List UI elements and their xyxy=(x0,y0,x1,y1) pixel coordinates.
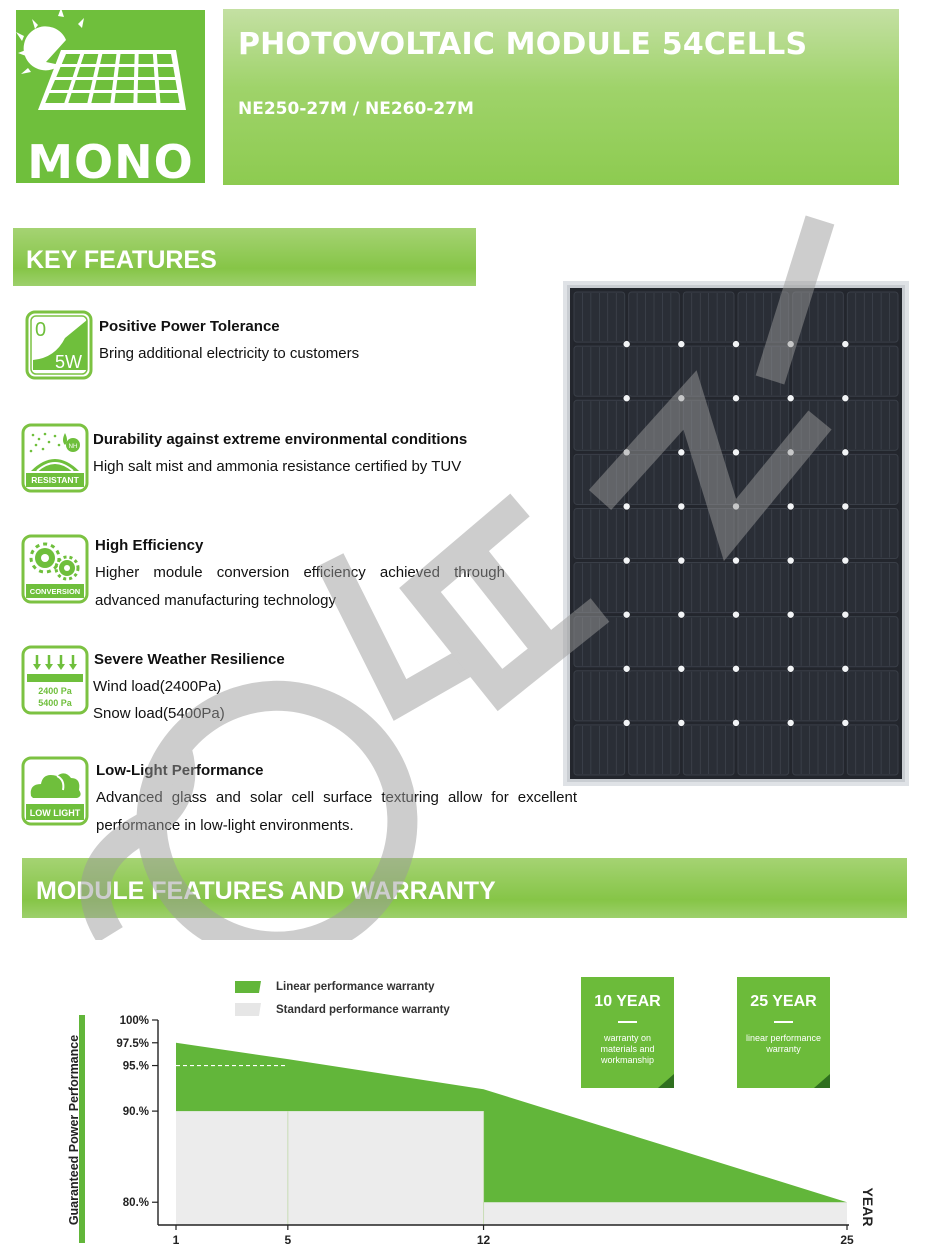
cell-junction xyxy=(623,503,629,509)
cell-junction xyxy=(787,666,793,672)
cell-junction xyxy=(842,611,848,617)
cell-junction xyxy=(733,611,739,617)
cell-junction xyxy=(787,503,793,509)
x-tick-label: 5 xyxy=(284,1233,292,1247)
cell-junction xyxy=(787,395,793,401)
cell-junction xyxy=(842,395,848,401)
y-tick-label: 80.% xyxy=(122,1197,149,1210)
badge-corner xyxy=(658,1074,674,1088)
low-light-icon xyxy=(21,756,89,826)
logo-cell xyxy=(97,67,115,77)
cell-junction xyxy=(678,557,684,563)
cell-junction xyxy=(678,395,684,401)
feature-desc-line: Advanced glass and solar cell surface texturing allow for excellent xyxy=(96,789,577,806)
cell-junction xyxy=(842,449,848,455)
y-tick-label: 90.% xyxy=(122,1106,149,1119)
icon-text: RESISTANT xyxy=(31,475,79,485)
cell-junction xyxy=(842,557,848,563)
warranty-badge-25-year xyxy=(737,977,830,1088)
cell-junction xyxy=(842,503,848,509)
logo-cell xyxy=(91,93,111,103)
cell-junction xyxy=(842,666,848,672)
badge-divider xyxy=(774,1021,793,1023)
legend-swatch-linear xyxy=(235,981,261,993)
icon-text: 5W xyxy=(55,352,82,372)
chart-legend xyxy=(235,981,450,1016)
logo-cell xyxy=(158,67,175,77)
feature-desc: Bring additional electricity to customers xyxy=(99,345,360,362)
legend-swatch-standard xyxy=(235,1003,261,1016)
cell-junction xyxy=(623,395,629,401)
key-features-banner xyxy=(13,228,476,286)
cell-junction xyxy=(623,449,629,455)
cell-junction xyxy=(733,449,739,455)
feature-desc-line: Higher module conversion efficiency achieved through xyxy=(95,564,505,581)
icon-text: CONVERSION xyxy=(29,587,81,596)
legend-label: Linear performance warranty xyxy=(276,981,435,993)
x-tick-label: 25 xyxy=(840,1233,854,1247)
logo-cell xyxy=(73,80,93,90)
power-tolerance-icon xyxy=(25,310,93,380)
feature-desc-line: advanced manufacturing technology xyxy=(95,592,336,609)
feature-desc xyxy=(95,559,505,615)
cell-junction xyxy=(787,557,793,563)
solar-panel-image xyxy=(563,281,909,786)
logo-cell xyxy=(118,67,135,77)
y-tick-label: 97.5% xyxy=(116,1037,149,1050)
cell-junction xyxy=(623,557,629,563)
pressure-load-icon xyxy=(21,645,89,715)
cell-junction xyxy=(842,341,848,347)
badge-heading: 10 YEAR xyxy=(594,993,661,1010)
page-title: PHOTOVOLTAIC MODULE 54CELLS xyxy=(238,27,808,62)
cell-junction xyxy=(787,611,793,617)
cell-junction xyxy=(787,341,793,347)
badge-text: warranty on materials and workmanship xyxy=(600,1033,655,1065)
logo-cell xyxy=(137,93,156,103)
cell-junction xyxy=(623,666,629,672)
section-heading: KEY FEATURES xyxy=(26,246,217,274)
feature-desc-line: Snow load(5400Pa) xyxy=(93,705,225,722)
cell-junction xyxy=(678,666,684,672)
cell-junction xyxy=(733,341,739,347)
mono-logo xyxy=(16,10,205,189)
legend-label: Standard performance warranty xyxy=(276,1004,450,1016)
cell-junction xyxy=(733,666,739,672)
icon-text: 5400 Pa xyxy=(38,698,72,708)
cell-junction xyxy=(623,341,629,347)
logo-cell xyxy=(157,54,173,64)
y-axis-label: Guaranteed Power Performance xyxy=(67,1034,81,1226)
resistant-icon xyxy=(21,423,89,493)
feature-title: Low-Light Performance xyxy=(96,762,264,779)
feature-desc: High salt mist and ammonia resistance certified by TUV xyxy=(93,458,462,475)
logo-cell xyxy=(119,54,134,64)
feature-title: Positive Power Tolerance xyxy=(99,318,280,335)
feature-title: Severe Weather Resilience xyxy=(94,651,285,668)
badge-heading: 25 YEAR xyxy=(750,993,817,1010)
section-heading: MODULE FEATURES AND WARRANTY xyxy=(36,877,496,905)
x-tick-label: 12 xyxy=(476,1233,491,1247)
cell-junction xyxy=(623,720,629,726)
badge-corner xyxy=(814,1074,830,1088)
cell-junction xyxy=(678,503,684,509)
feature-title: High Efficiency xyxy=(95,537,204,554)
cell-junction xyxy=(733,395,739,401)
feature-title: Durability against extreme environmental conditions xyxy=(93,431,468,448)
warranty-chart xyxy=(0,940,935,1252)
logo-cell xyxy=(116,80,134,90)
cell-junction xyxy=(787,449,793,455)
sun-panel-icon xyxy=(16,10,205,140)
logo-text: MONO xyxy=(27,135,194,189)
logo-cell xyxy=(100,54,116,64)
conversion-icon xyxy=(21,534,89,604)
feature-desc xyxy=(96,784,577,840)
logo-cell xyxy=(68,93,89,103)
cell-junction xyxy=(842,720,848,726)
module-features-banner xyxy=(22,858,907,918)
y-tick-label: 100% xyxy=(119,1015,149,1027)
cell-junction xyxy=(733,720,739,726)
cell-junction xyxy=(678,720,684,726)
logo-cell xyxy=(138,67,154,77)
icon-text: NH xyxy=(68,444,78,450)
icon-text: LOW LIGHT xyxy=(29,808,81,818)
cell-junction xyxy=(678,449,684,455)
x-axis-label: YEAR xyxy=(860,1187,876,1227)
cell-junction xyxy=(623,611,629,617)
badge-divider xyxy=(618,1021,637,1023)
title-banner xyxy=(223,9,899,185)
x-tick-label: 1 xyxy=(172,1233,180,1247)
cell-junction xyxy=(678,611,684,617)
logo-cell xyxy=(160,93,180,103)
badge-text: linear performance warranty xyxy=(745,1033,822,1054)
y-tick-label: 95.% xyxy=(122,1060,149,1073)
model-numbers: NE250-27M / NE260-27M xyxy=(238,99,474,119)
warranty-badge-10-year xyxy=(581,977,674,1088)
logo-cell xyxy=(114,93,133,103)
cell-junction xyxy=(678,341,684,347)
feature-desc-line: Wind load(2400Pa) xyxy=(93,678,222,695)
logo-cell xyxy=(77,67,96,77)
icon-text: 0 xyxy=(35,319,47,341)
logo-cell xyxy=(138,80,156,90)
cell-junction xyxy=(787,720,793,726)
logo-cell xyxy=(138,54,153,64)
icon-text: 2400 Pa xyxy=(38,686,72,696)
cell-junction xyxy=(733,503,739,509)
logo-cell xyxy=(94,80,113,90)
feature-desc-line: performance in low-light environments. xyxy=(96,817,354,834)
cell-junction xyxy=(733,557,739,563)
logo-cell xyxy=(159,80,177,90)
